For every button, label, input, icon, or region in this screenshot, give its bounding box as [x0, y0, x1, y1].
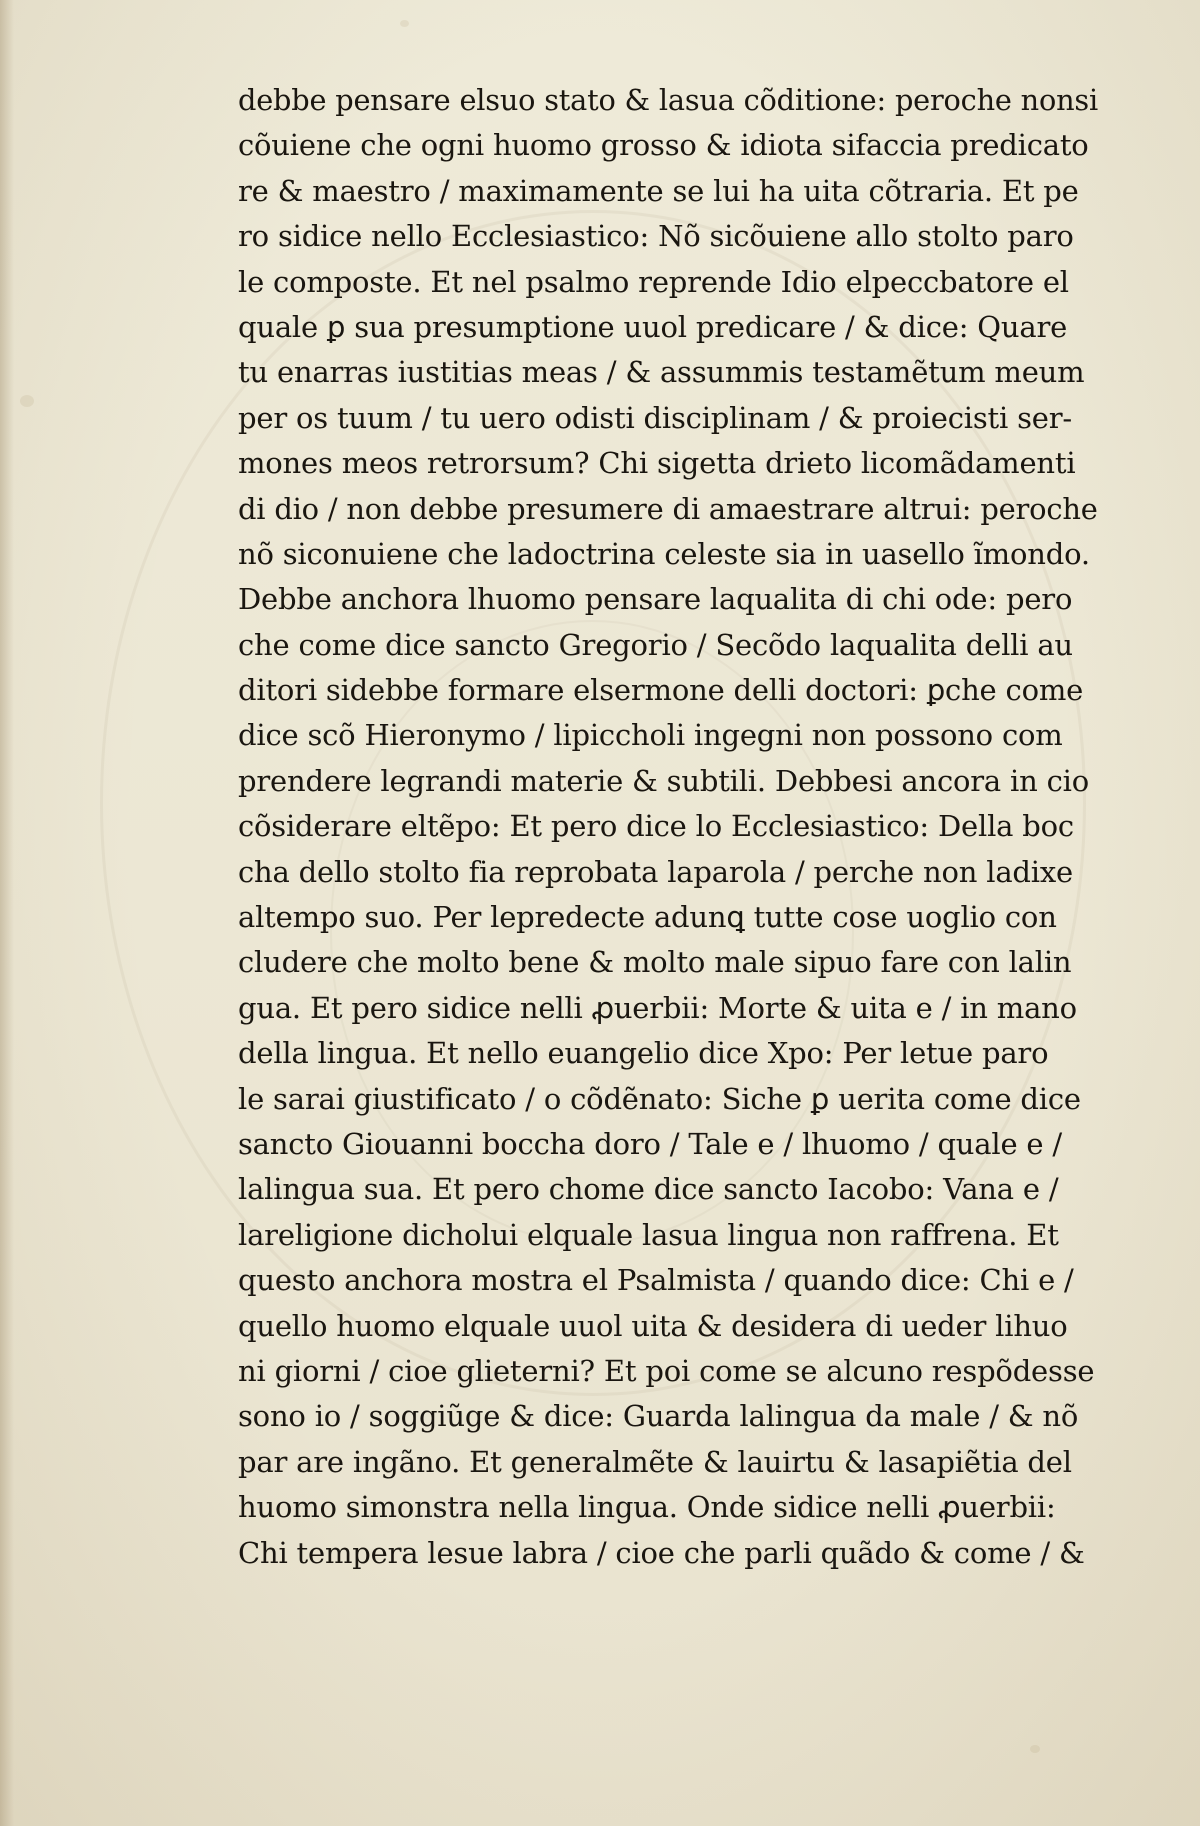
paper-stain — [20, 395, 34, 407]
text-line: quello huomo elquale uuol uita & desidera di ueder lihuo — [238, 1308, 1068, 1343]
text-line: quale ꝑ sua presumptione uuol predicare / & dice: Quare — [238, 309, 1068, 344]
text-line: della lingua. Et nello euangelio dice Xpo: Per letue paro — [238, 1036, 1049, 1071]
text-line: lalingua sua. Et pero chome dice sancto Iacobo: Vana e / — [238, 1172, 1059, 1207]
text-line: le sarai giustificato / o cõdẽnato: Siche ꝑ uerita come dice — [238, 1081, 1081, 1116]
text-line: le composte. Et nel psalmo reprende Idio elpeccbatore el — [238, 264, 1069, 299]
text-line: sancto Giouanni boccha doro / Tale e / lhuomo / quale e / — [238, 1126, 1062, 1161]
text-line: lareligione dicholui elquale lasua lingua non raffrena. Et — [238, 1217, 1059, 1252]
text-line: cludere che molto bene & molto male sipuo fare con lalin — [238, 945, 1072, 980]
text-line: debbe pensare elsuo stato & lasua cõditione: peroche nonsi — [238, 83, 1099, 117]
text-line: per os tuum / tu uero odisti disciplinam / & proiecisti ser- — [238, 400, 1072, 435]
text-line: cha dello stolto fia reprobata laparola / perche non ladixe — [238, 854, 1073, 889]
text-line: gua. Et pero sidice nelli ꝓuerbii: Morte & uita e / in mano — [238, 990, 1077, 1025]
text-line: prendere legrandi materie & subtili. Debbesi ancora in cio — [238, 763, 1089, 798]
text-line: sono io / soggiũge & dice: Guarda lalingua da male / & nõ — [238, 1399, 1079, 1434]
paper-stain — [400, 20, 409, 27]
text-line: di dio / non debbe presumere di amaestrare altrui: peroche — [238, 491, 1098, 526]
text-line: ro sidice nello Ecclesiastico: Nõ sicõuiene allo stolto paro — [238, 219, 1074, 254]
text-line: tu enarras iustitias meas / & assummis testamẽtum meum — [238, 355, 1085, 390]
text-line: che come dice sancto Gregorio / Secõdo laqualita delli au — [238, 627, 1073, 662]
text-line: par are ingãno. Et generalmẽte & lauirtu & lasapiẽtia del — [238, 1444, 1072, 1479]
text-line: ni giorni / cioe glieterni? Et poi come se alcuno respõdesse — [238, 1353, 1095, 1388]
page-edge-shadow — [0, 0, 14, 1826]
text-line: huomo simonstra nella lingua. Onde sidice nelli ꝓuerbii: — [238, 1490, 1056, 1525]
text-line: mones meos retrorsum? Chi sigetta drieto licomãdamenti — [238, 446, 1076, 481]
text-block — [238, 78, 1098, 1576]
text-line: nõ siconuiene che ladoctrina celeste sia in uasello ĩmondo. — [238, 536, 1090, 571]
text-line: ditori sidebbe formare elsermone delli doctori: ꝑche come — [238, 673, 1084, 708]
text-line: dice scõ Hieronymo / lipiccholi ingegni non possono com — [238, 718, 1063, 753]
text-line: altempo suo. Per lepredecte adunꝗ tutte cose uoglio con — [238, 900, 1057, 935]
text-line: cõuiene che ogni huomo grosso & idiota sifaccia predicato — [238, 128, 1089, 163]
text-line: cõsiderare eltẽpo: Et pero dice lo Ecclesiastico: Della boc — [238, 809, 1074, 844]
text-line: Debbe anchora lhuomo pensare laqualita di chi ode: pero — [238, 582, 1073, 617]
text-line: questo anchora mostra el Psalmista / quando dice: Chi e / — [238, 1263, 1074, 1298]
text-line: Chi tempera lesue labra / cioe che parli quãdo & come / & — [238, 1535, 1085, 1570]
paper-stain — [1030, 1745, 1040, 1753]
text-line: re & maestro / maximamente se lui ha uita cõtraria. Et pe — [238, 173, 1079, 208]
